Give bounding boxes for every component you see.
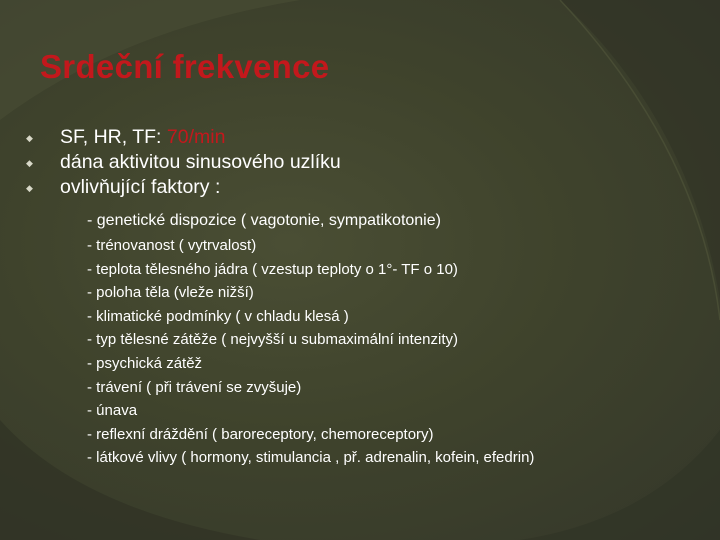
factor-list: [87, 208, 534, 470]
bullet-item: [26, 126, 341, 151]
bullet-item: [26, 151, 341, 176]
bullet-item: [26, 176, 341, 201]
factor-item: - psychická zátěž: [87, 354, 203, 372]
bullet-text: SF, HR, TF: 70/min: [60, 126, 226, 148]
bullet-text: dána aktivitou sinusového uzlíku: [60, 151, 341, 173]
bullet-diamond-icon: ◆: [26, 183, 33, 193]
factor-item: - teplota tělesného jádra ( vzestup teploty o 1°- TF o 10): [87, 260, 458, 278]
factor-item: - trénovanost ( vytrvalost): [87, 237, 257, 254]
heart-rate-value: 70/min: [166, 126, 226, 148]
bullet-diamond-icon: ◆: [26, 133, 33, 143]
factor-item: - poloha těla (vleže nižší): [87, 284, 254, 302]
bullet-list: [26, 126, 341, 201]
bullet-text: ovlivňující faktory :: [60, 176, 221, 198]
factor-item: - typ tělesné zátěže ( nejvyšší u submaximální intenzity): [87, 331, 458, 349]
slide-title: Srdeční frekvence: [40, 48, 330, 85]
factor-item: - únava: [87, 402, 138, 420]
factor-item: - látkové vlivy ( hormony, stimulancia , př. adrenalin, kofein, efedrin): [87, 449, 535, 467]
factor-item: - genetické dispozice ( vagotonie, sympatikotonie): [87, 212, 441, 229]
factor-item: - reflexní dráždění ( baroreceptory, chemoreceptory): [87, 425, 434, 443]
factor-item: - trávení ( při trávení se zvyšuje): [87, 378, 302, 396]
factor-item: - klimatické podmínky ( v chladu klesá ): [87, 307, 349, 325]
bullet-diamond-icon: ◆: [26, 158, 33, 168]
